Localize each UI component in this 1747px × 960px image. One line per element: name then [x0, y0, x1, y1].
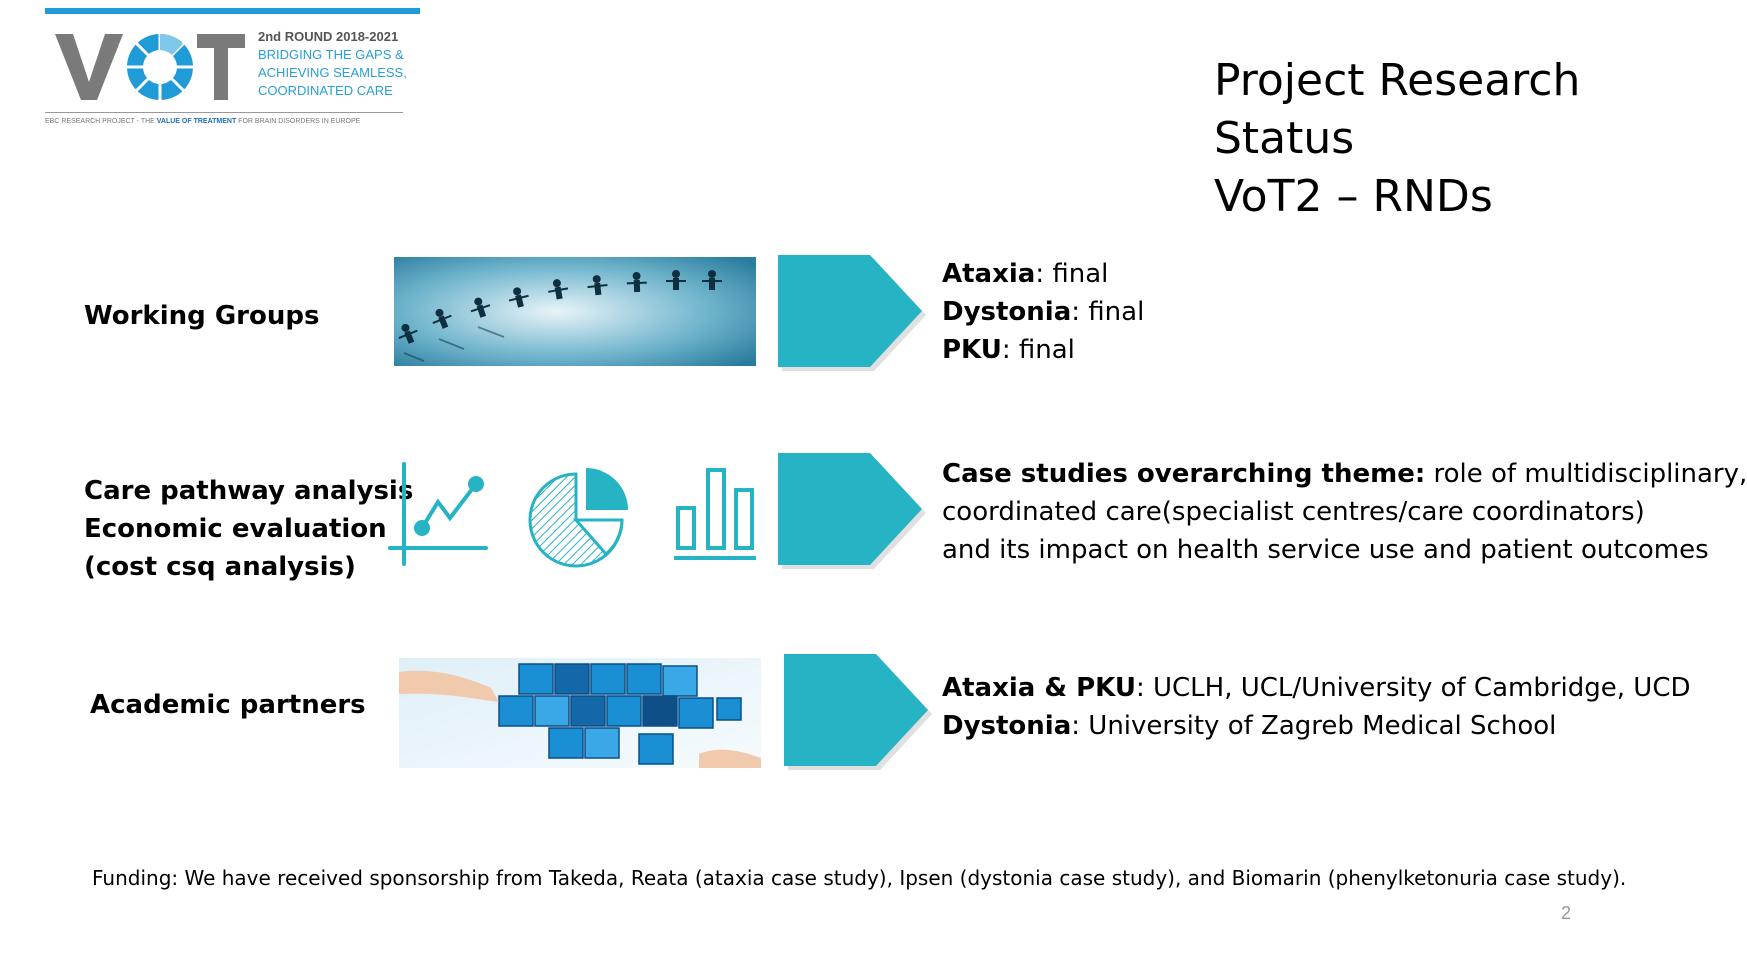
logo-footer: EBC RESEARCH PROJECT - THE VALUE OF TREATMENT FOR BRAIN DISORDERS IN EUROPE: [45, 118, 361, 125]
case-studies-line-2: coordinated care(specialist centres/care coordinators): [942, 497, 1645, 527]
status-ataxia: Ataxia: final: [942, 259, 1109, 289]
logo-line-2: ACHIEVING SEAMLESS,: [258, 65, 407, 80]
row2-arrow: [778, 453, 930, 569]
vot-logo: [45, 8, 420, 134]
vot-logo-letters: [55, 30, 245, 102]
row3-arrow: [784, 654, 936, 770]
care-pathway-labels: [84, 472, 413, 586]
logo-round-text: 2nd ROUND 2018-2021: [258, 29, 399, 44]
line-chart-icon: [386, 460, 490, 568]
case-studies-text: [942, 455, 1747, 569]
working-groups-status: [942, 255, 1144, 369]
economic-evaluation-label: Economic evaluation: [84, 514, 387, 544]
partners-ataxia-pku: Ataxia & PKU: UCLH, UCL/University of Cambridge, UCD: [942, 673, 1691, 703]
working-groups-label: Working Groups: [84, 301, 320, 331]
people-chain-image: [394, 257, 756, 366]
bar-chart-icon: [672, 464, 758, 564]
pie-chart-icon: [526, 466, 636, 570]
case-studies-line-3: and its impact on health service use and patient outcomes: [942, 535, 1709, 565]
case-studies-line-1: Case studies overarching theme: role of multidisciplinary,: [942, 459, 1747, 489]
care-pathway-label: Care pathway analysis: [84, 476, 414, 506]
academic-partners-list: [942, 669, 1691, 745]
status-pku: PKU: final: [942, 335, 1075, 365]
funding-note: Funding: We have received sponsorship from Takeda, Reata (ataxia case study), Ipsen (dystonia case study), and Biomarin (phenylketonuria case study).: [92, 866, 1627, 890]
title-line-2: VoT2 – RNDs: [1214, 171, 1493, 222]
row1-arrow: [778, 255, 930, 371]
logo-separator: [45, 112, 403, 113]
logo-line-1: BRIDGING THE GAPS &: [258, 47, 404, 62]
academic-partners-label: Academic partners: [90, 690, 366, 720]
logo-top-bar: [45, 8, 420, 14]
status-dystonia: Dystonia: final: [942, 297, 1145, 327]
page-number: 2: [1561, 903, 1572, 923]
title-line-1: Project Research Status: [1214, 55, 1581, 164]
cost-analysis-label: (cost csq analysis): [84, 552, 356, 582]
partners-dystonia: Dystonia: University of Zagreb Medical School: [942, 711, 1557, 741]
logo-line-3: COORDINATED CARE: [258, 83, 393, 98]
page-title: [1214, 52, 1707, 226]
puzzle-hands-image: [399, 658, 761, 768]
